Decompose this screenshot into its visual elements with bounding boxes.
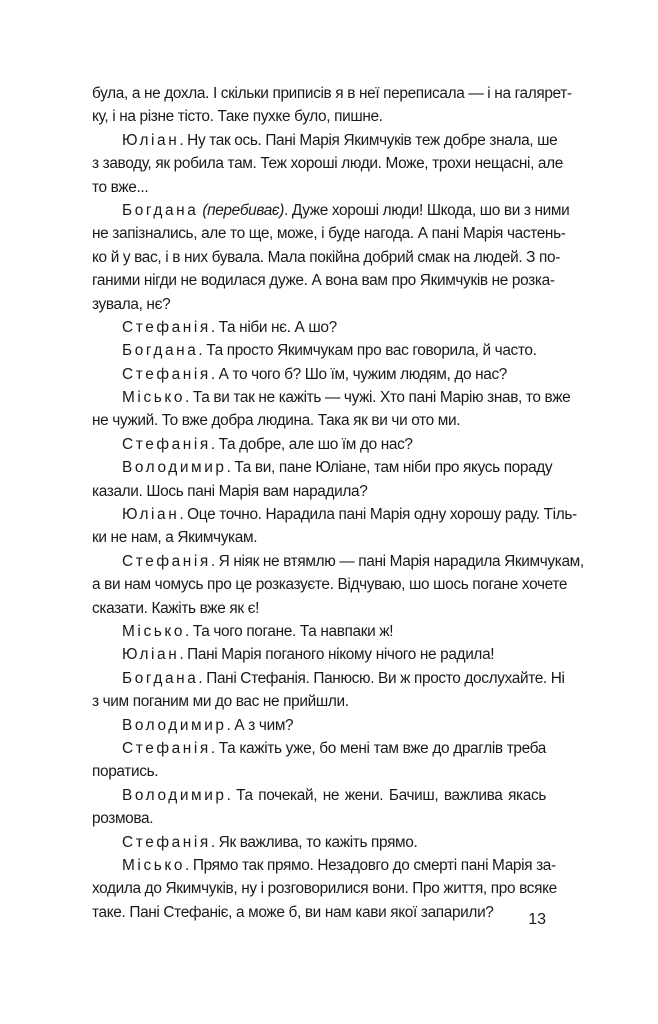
line-text: казали. Шось пані Марія вам нарадила? — [92, 482, 368, 500]
text-line — [92, 690, 546, 713]
line-text: розмова. — [92, 810, 154, 828]
line-text: . А з чим? — [226, 716, 294, 734]
text-line — [92, 877, 557, 900]
speaker-name: Богдана — [122, 201, 199, 219]
line-text: ку, і на різне тісто. Таке пухке було, пишне. — [92, 108, 383, 126]
text-line — [92, 760, 546, 783]
line-text: з заводу, як робила там. Теж хороші люди. Може, трохи нещасні, але — [92, 155, 563, 173]
line-text: . Ну так ось. Пані Марія Якимчуків теж добре знала, ше — [179, 131, 558, 149]
text-line — [92, 480, 546, 503]
line-text: не запізнались, але то ще, може, і буде нагода. А пані Марія частень- — [92, 225, 566, 243]
text-line — [92, 222, 566, 245]
dialogue-line — [92, 433, 546, 456]
speaker-name: Стефанія — [122, 318, 211, 336]
dialogue-line — [92, 199, 570, 222]
speaker-name: Володимир — [122, 786, 227, 804]
dialogue-line — [92, 620, 546, 643]
dialogue-line — [92, 386, 571, 409]
line-text: . Та чого погане. Та навпаки ж! — [185, 622, 394, 640]
line-text: . Та ви так не кажіть — чужі. Хто пані Марію знав, то вже — [185, 389, 571, 407]
line-text: . Пані Стефанія. Панюсю. Ви ж просто дослухайте. Ні — [198, 669, 565, 687]
text-line — [92, 597, 546, 620]
line-text: . Як важлива, то кажіть прямо. — [210, 833, 418, 851]
line-text: таке. Пані Стефаніє, а може б, ви нам кави якої запарили? — [92, 903, 494, 921]
speaker-name: Володимир — [122, 459, 227, 477]
text-line — [92, 176, 546, 199]
speaker-name: Юліан — [122, 506, 180, 524]
speaker-name: Стефанія — [122, 833, 211, 851]
dialogue-line — [92, 503, 577, 526]
speaker-name: Місько — [122, 856, 186, 874]
dialogue-line — [92, 831, 546, 854]
line-text: . Та добре, але шо їм до нас? — [210, 435, 413, 453]
line-text: була, а не дохла. І скільки приписів я в неї переписала — і на галярет- — [92, 85, 572, 102]
speaker-name: Юліан — [122, 646, 180, 664]
line-text: з чим поганим ми до вас не прийшли. — [92, 693, 349, 711]
text-line — [92, 105, 546, 128]
line-text: ходила до Якимчуків, ну і розговорилися вони. Про життя, про всяке — [92, 880, 557, 898]
speaker-name: Стефанія — [122, 365, 211, 383]
line-text: . Та ніби нє. А шо? — [210, 318, 337, 336]
speaker-name: Стефанія — [122, 435, 211, 453]
text-line — [92, 526, 546, 549]
text-line — [92, 152, 563, 175]
line-text: зувала, нє? — [92, 295, 171, 313]
dialogue-line — [92, 714, 546, 737]
line-text: то вже... — [92, 178, 149, 196]
text-line — [92, 269, 555, 292]
dialogue-line — [92, 129, 558, 152]
dialogue-line — [92, 550, 584, 573]
line-text: сказати. Кажіть вже як є! — [92, 599, 260, 617]
line-text: . Прямо так прямо. Незадовго до смерті пані Марія за- — [185, 856, 556, 874]
speaker-name: Богдана — [122, 342, 199, 360]
speaker-name: Стефанія — [122, 552, 211, 570]
line-text: ганими нігди не водилася дуже. А вона вам про Якимчуків не розка- — [92, 272, 555, 290]
stage-direction: (перебиває) — [202, 201, 284, 219]
text-line — [92, 409, 546, 432]
line-text: . Та кажіть уже, бо мені там вже до драглів треба — [210, 739, 546, 757]
speaker-name: Юліан — [122, 131, 180, 149]
speaker-name: Місько — [122, 622, 186, 640]
page-number: 13 — [528, 911, 546, 928]
play-text — [92, 82, 584, 924]
line-text: . Та просто Якимчукам про вас говорила, й часто. — [198, 342, 537, 360]
line-text: поратись. — [92, 763, 159, 781]
dialogue-line — [92, 363, 546, 386]
line-text: . Я ніяк не втямлю — пані Марія нарадила Якимчукам, — [210, 552, 584, 570]
line-text: а ви нам чомусь про це розказуєте. Відчуваю, шо шось погане хочете — [92, 576, 568, 594]
line-text: . Пані Марія поганого нікому нічого не радила! — [179, 646, 495, 664]
dialogue-line — [92, 316, 546, 339]
text-line — [92, 82, 572, 105]
line-text: ки не нам, а Якимчукам. — [92, 529, 258, 547]
dialogue-line — [92, 643, 546, 666]
dialogue-line — [92, 667, 565, 690]
line-text: ко й у вас, і в них бувала. Мала покійна добрий смак на людей. З по- — [92, 248, 561, 266]
line-text: . Та ви, пане Юліане, там ніби про якусь пораду — [226, 459, 553, 477]
speaker-name: Місько — [122, 389, 186, 407]
dialogue-line — [92, 784, 546, 807]
text-line — [92, 573, 568, 596]
text-line — [92, 293, 546, 316]
text-line — [92, 807, 546, 830]
line-text: . Та почекай, не жени. Бачиш, важлива якась — [226, 786, 546, 804]
text-line — [92, 246, 561, 269]
speaker-name: Стефанія — [122, 739, 211, 757]
speaker-name: Богдана — [122, 669, 199, 687]
line-text: . Дуже хороші люди! Шкода, шо ви з ними — [283, 201, 570, 219]
speaker-name: Володимир — [122, 716, 227, 734]
line-text: . Оце точно. Нарадила пані Марія одну хорошу раду. Тіль- — [179, 506, 577, 524]
line-text: . А то чого б? Шо їм, чужим людям, до нас? — [210, 365, 508, 383]
dialogue-line — [92, 854, 556, 877]
line-text: не чужий. То вже добра людина. Така як ви чи ото ми. — [92, 412, 461, 430]
dialogue-line — [92, 456, 553, 479]
dialogue-line — [92, 339, 546, 362]
dialogue-line — [92, 737, 546, 760]
text-line — [92, 901, 546, 924]
